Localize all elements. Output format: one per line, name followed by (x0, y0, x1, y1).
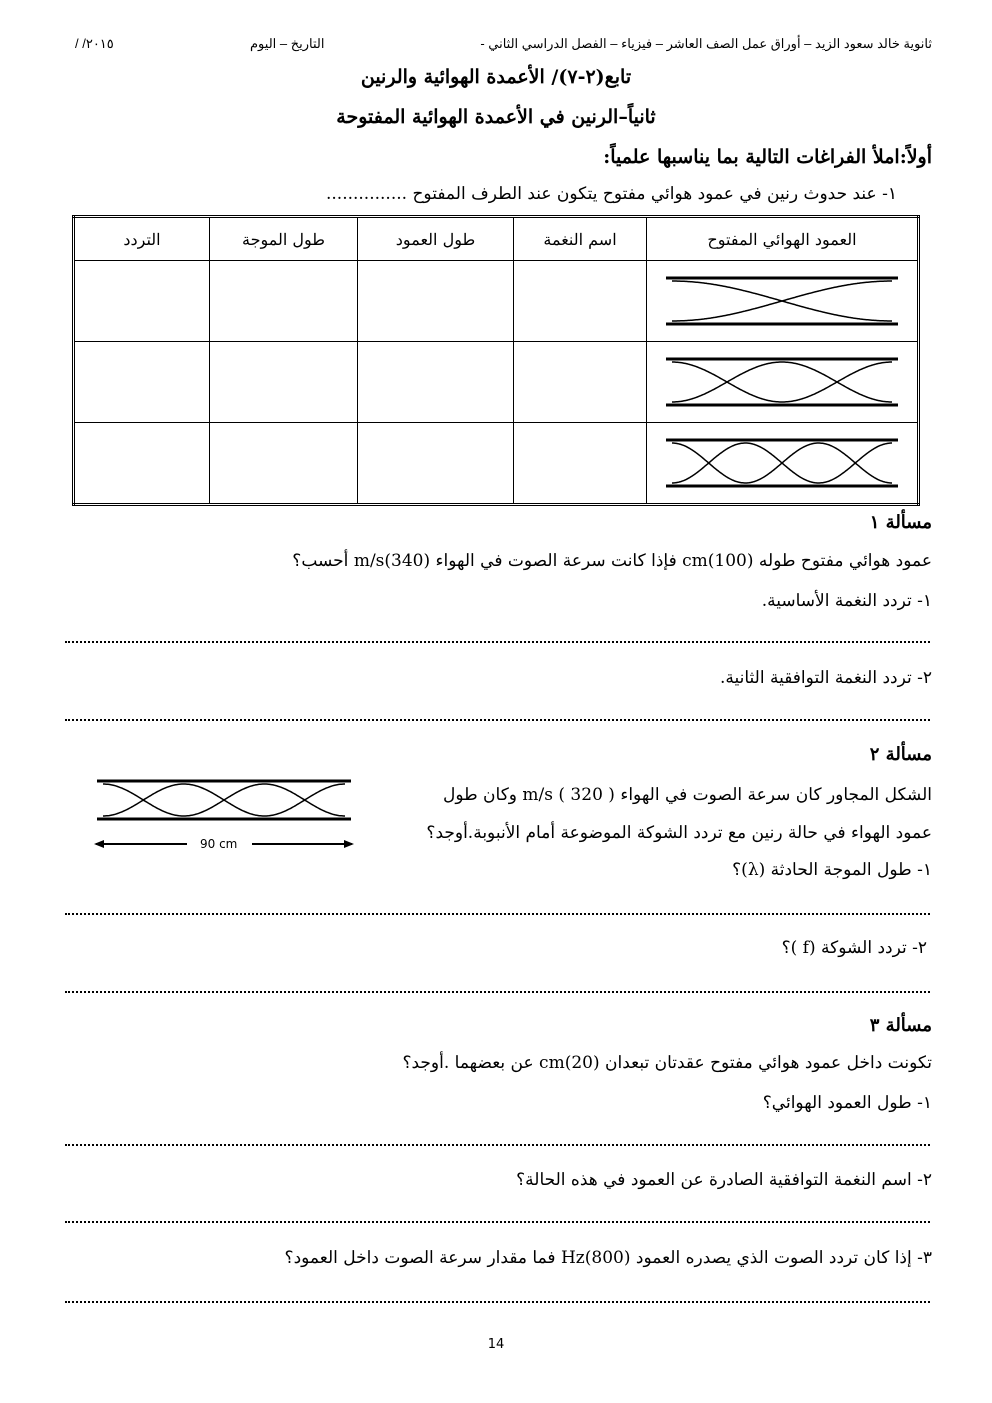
problem-1-title: مسألة ١ (869, 512, 932, 533)
header-school: ثانوية خالد سعود الزيد – أوراق عمل الصف العاشر – فيزياء – الفصل الدراسي الثاني - (480, 36, 932, 51)
col-header: طول العمود (358, 217, 514, 261)
page-number: 14 (487, 1337, 505, 1352)
table-row (74, 342, 919, 423)
problem-1-text: عمود هوائي مفتوح طوله (100)cm فإذا كانت سرعة الصوت في الهواء (340)m/s أحسب؟ (292, 551, 932, 571)
answer-line[interactable] (65, 991, 930, 993)
resonance-table (72, 215, 920, 506)
page-subtitle: ثانياً–الرنين في الأعمدة الهوائية المفتوحة (336, 106, 656, 128)
wave-envelope (672, 362, 892, 382)
wave-envelope (672, 463, 892, 483)
problem-3-title: مسألة ٣ (869, 1015, 932, 1036)
tube-cell (647, 342, 919, 423)
col-header: العمود الهوائي المفتوح (647, 217, 919, 261)
header-day-date: التاريخ – اليوم (250, 36, 325, 51)
tube-cell (647, 423, 919, 505)
answer-line[interactable] (65, 641, 930, 643)
open-tube-diagram (657, 347, 907, 417)
wave-envelope (672, 382, 892, 402)
answer-line[interactable] (65, 913, 930, 915)
col-header: اسم النغمة (514, 217, 647, 261)
open-tube-diagram (657, 428, 907, 498)
wave-envelope (672, 443, 892, 463)
col-header: التردد (74, 217, 210, 261)
answer-line[interactable] (65, 1301, 930, 1303)
problem-2-title: مسألة ٢ (869, 744, 932, 765)
open-tube-diagram (657, 266, 907, 336)
col-header: طول الموجة (210, 217, 358, 261)
item-1: ١- عند حدوث رنين في عمود هوائي مفتوح يتكون عند الطرف المفتوح ............... (325, 184, 897, 204)
problem-3-text: تكونت داخل عمود هوائي مفتوح عقدتان تبعدان (20)cm عن بعضهما .أوجد؟ (402, 1053, 932, 1073)
problem-2-line2: عمود الهواء في حالة رنين مع تردد الشوكة الموضوعة أمام الأنبوبة.أوجد؟ (426, 823, 932, 843)
problem-3-q3: ٣- إذا كان تردد الصوت الذي يصدره العمود (800)Hz فما مقدار سرعة الصوت داخل العمود؟ (284, 1248, 932, 1268)
answer-line[interactable] (65, 719, 930, 721)
header-date: / /٢٠١٥ (75, 36, 114, 51)
problem-1-q2: ٢- تردد النغمة التوافقية الثانية. (719, 668, 932, 688)
problem-3-q1: ١- طول العمود الهوائي؟ (762, 1093, 932, 1113)
wave-envelope (103, 800, 345, 816)
problem-3-q2: ٢- اسم النغمة التوافقية الصادرة عن العمود في هذه الحالة؟ (516, 1170, 932, 1190)
wave-envelope (672, 301, 892, 321)
section-heading: أولاً:املأ الفراغات التالية بما يناسبها علمياً: (603, 146, 932, 168)
problem-2-q1: ١- طول الموجة الحادثة (λ)؟ (732, 860, 932, 880)
wave-envelope (103, 784, 345, 800)
open-tube-figure (95, 775, 353, 825)
figure-length-label: 90 cm (200, 837, 238, 851)
problem-2-q2: ٢- تردد الشوكة (f )؟ (781, 938, 927, 958)
answer-line[interactable] (65, 1221, 930, 1223)
table-row (74, 423, 919, 505)
answer-line[interactable] (65, 1144, 930, 1146)
page-title: تابع(٢-٧)/ الأعمدة الهوائية والرنين (360, 66, 632, 88)
problem-1-q1: ١- تردد النغمة الأساسية. (761, 591, 932, 611)
tube-cell (647, 261, 919, 342)
table-row (74, 261, 919, 342)
wave-envelope (672, 281, 892, 301)
problem-2-line1: الشكل المجاور كان سرعة الصوت في الهواء m/s ( 320 ) وكان طول (442, 785, 932, 805)
